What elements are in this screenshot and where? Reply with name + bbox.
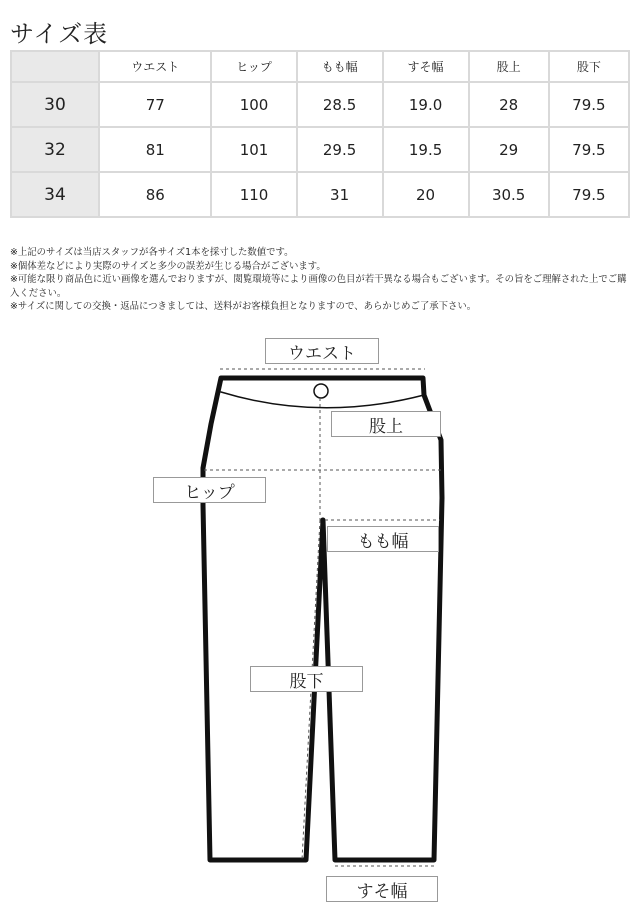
table-cell: 28: [470, 83, 548, 126]
table-row: [12, 128, 628, 171]
header-waist: ウエスト: [100, 52, 210, 81]
note-line: ※個体差などにより実際のサイズと多少の誤差が生じる場合がございます。: [10, 260, 326, 272]
table-cell: 79.5: [550, 128, 628, 171]
label-waist: ウエスト: [265, 338, 379, 364]
table-cell: 20: [384, 173, 468, 216]
label-rise: 股上: [331, 411, 441, 437]
table-cell: 79.5: [550, 173, 628, 216]
table-cell: 19.5: [384, 128, 468, 171]
table-cell: 19.0: [384, 83, 468, 126]
size-cell: 32: [12, 128, 98, 171]
table-cell: 79.5: [550, 83, 628, 126]
note-line: ※サイズに関しての交換・返品につきましては、送料がお客様負担となりますので、あらかじめご了承下さい。: [10, 301, 477, 312]
table-header-row: [12, 52, 628, 81]
note-line: ※可能な限り商品色に近い画像を選んでおりますが、閲覧環境等により画像の色目が若干異なる場合もございます。その旨をご理解された上でご購入ください。: [10, 274, 627, 299]
header-thigh: もも幅: [298, 52, 382, 81]
size-cell: 34: [12, 173, 98, 216]
page-title: サイズ表: [10, 20, 109, 48]
button-icon: [314, 384, 328, 398]
table-cell: 31: [298, 173, 382, 216]
table-cell: 81: [100, 128, 210, 171]
table-row: [12, 173, 628, 216]
table-row: [12, 83, 628, 126]
label-hem: すそ幅: [326, 876, 438, 902]
notes: [10, 246, 635, 314]
table-corner-cell: [12, 52, 98, 81]
table-cell: 77: [100, 83, 210, 126]
label-hip: ヒップ: [153, 477, 266, 503]
header-hem: すそ幅: [384, 52, 468, 81]
header-inseam: 股下: [550, 52, 628, 81]
size-cell: 30: [12, 83, 98, 126]
measure-lines: [204, 369, 442, 866]
table-cell: 100: [212, 83, 295, 126]
header-rise: 股上: [470, 52, 548, 81]
pants-diagram: [0, 330, 640, 922]
table-cell: 28.5: [298, 83, 382, 126]
size-table: [10, 50, 630, 218]
table-cell: 110: [212, 173, 295, 216]
table-cell: 29: [470, 128, 548, 171]
label-thigh: もも幅: [327, 526, 439, 552]
table-cell: 101: [212, 128, 295, 171]
header-hip: ヒップ: [212, 52, 295, 81]
table-cell: 29.5: [298, 128, 382, 171]
table-cell: 86: [100, 173, 210, 216]
pants-outline: [203, 378, 442, 860]
note-line: ※上記のサイズは当店スタッフが各サイズ1本を採寸した数値です。: [10, 247, 294, 258]
label-inseam: 股下: [250, 666, 363, 692]
table-cell: 30.5: [470, 173, 548, 216]
